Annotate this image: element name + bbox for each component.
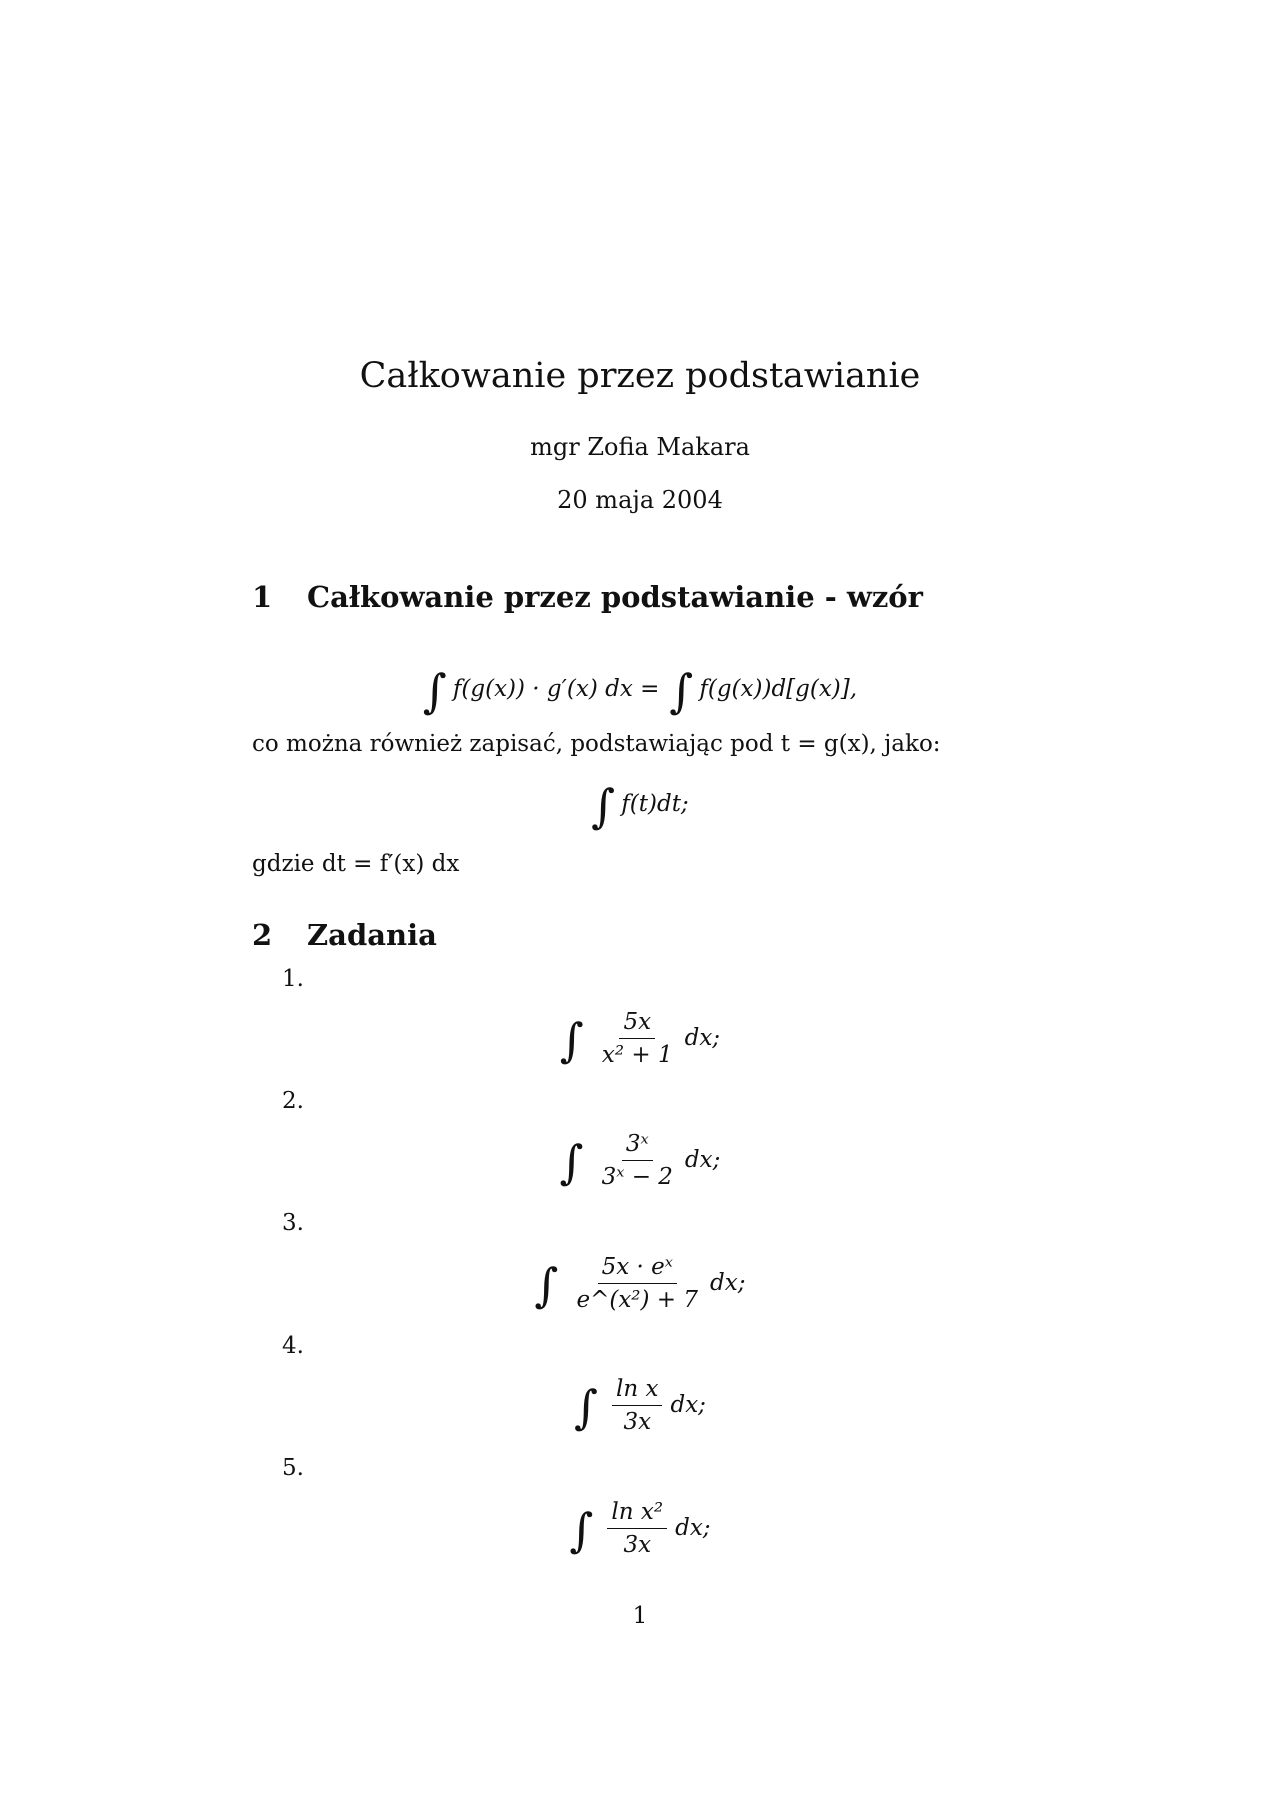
formula-t-body: f(t)dt; <box>621 791 689 817</box>
paragraph: co można również zapisać, podstawiając pod t = g(x), jako: <box>252 731 941 757</box>
task-label: 2. <box>282 1088 304 1114</box>
section-number: 2 <box>252 918 273 952</box>
differential: dx; <box>710 1270 746 1296</box>
integral-sign-icon: ∫ <box>534 1258 559 1312</box>
formula-lhs: f(g(x)) · g′(x) dx = <box>452 676 660 702</box>
numerator: 5x · eˣ <box>598 1254 677 1284</box>
integral-sign-icon: ∫ <box>422 664 447 718</box>
task-formula <box>0 1003 1280 1073</box>
denominator: 3x <box>623 1408 652 1435</box>
differential: dx; <box>684 1025 721 1051</box>
task-label: 1. <box>282 966 304 992</box>
task-label: 4. <box>282 1333 304 1359</box>
paragraph: gdzie dt = f′(x) dx <box>252 851 460 877</box>
section-number: 1 <box>252 580 273 614</box>
fraction <box>612 1376 662 1435</box>
task-label: 3. <box>282 1210 304 1236</box>
differential: dx; <box>675 1515 711 1541</box>
task-formula <box>0 1248 1280 1318</box>
integral-sign-icon: ∫ <box>559 1013 584 1067</box>
formula-rhs: f(g(x))d[g(x)], <box>699 676 858 702</box>
denominator: x² + 1 <box>601 1041 673 1068</box>
page-number: 1 <box>632 1603 648 1629</box>
substitution-formula <box>0 662 1280 716</box>
integral-sign-icon: ∫ <box>559 1135 584 1189</box>
task-formula <box>0 1493 1280 1563</box>
section-heading-1 <box>252 580 923 614</box>
date: 20 maja 2004 <box>557 486 723 514</box>
denominator: 3ˣ − 2 <box>601 1163 673 1190</box>
document-title: Całkowanie przez podstawianie <box>359 356 921 396</box>
integral-sign-icon: ∫ <box>569 1503 594 1557</box>
differential: dx; <box>684 1147 721 1173</box>
fraction <box>598 1009 677 1068</box>
numerator: ln x <box>612 1376 662 1406</box>
task-formula <box>0 1125 1280 1195</box>
task-formula <box>0 1370 1280 1440</box>
fraction <box>607 1499 667 1558</box>
section-title: Całkowanie przez podstawianie - wzór <box>307 580 923 614</box>
differential: dx; <box>670 1392 706 1418</box>
section-heading-2 <box>252 918 437 952</box>
section-title: Zadania <box>307 918 437 952</box>
fraction <box>572 1254 702 1313</box>
integral-sign-icon: ∫ <box>591 779 616 833</box>
denominator: e^(x²) + 7 <box>576 1286 699 1313</box>
formula-t <box>0 777 1280 831</box>
integral-sign-icon: ∫ <box>669 664 694 718</box>
denominator: 3x <box>623 1531 652 1558</box>
integral-sign-icon: ∫ <box>574 1380 599 1434</box>
author: mgr Zofia Makara <box>530 433 750 461</box>
numerator: 5x <box>619 1009 655 1039</box>
numerator: 3ˣ <box>622 1131 653 1161</box>
fraction <box>598 1131 677 1190</box>
numerator: ln x² <box>607 1499 667 1529</box>
task-label: 5. <box>282 1455 304 1481</box>
